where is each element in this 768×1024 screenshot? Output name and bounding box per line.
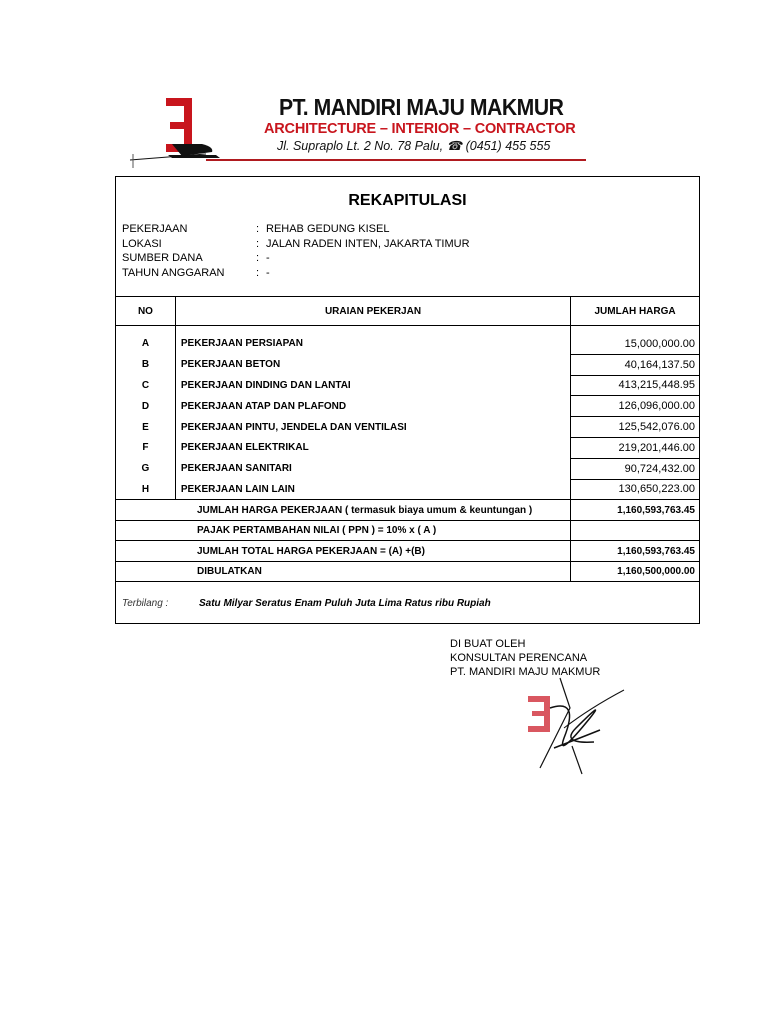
summary-row-dibulatkan (116, 561, 700, 582)
row-amount: 125,542,076.00 (571, 417, 700, 438)
table-row (116, 375, 700, 396)
meta-label: SUMBER DANA (122, 252, 203, 264)
row-no: A (116, 334, 176, 355)
row-desc: PEKERJAAN PERSIAPAN (175, 334, 570, 355)
terbilang-value: Satu Milyar Seratus Enam Puluh Juta Lima Ratus ribu Rupiah (199, 598, 491, 609)
signature-stamp-icon (520, 668, 630, 778)
table-row (116, 396, 700, 417)
summary-label: PAJAK PERTAMBAHAN NILAI ( PPN ) = 10% x ( A ) (116, 520, 571, 541)
signature-line: KONSULTAN PERENCANA (450, 652, 588, 664)
meta-colon: : (256, 266, 260, 279)
signature-line: PT. MANDIRI MAJU MAKMUR (450, 666, 601, 678)
table-row (116, 458, 700, 479)
row-desc: PEKERJAAN ATAP DAN PLAFOND (175, 396, 570, 417)
row-amount: 90,724,432.00 (571, 458, 700, 479)
signature-line: DI BUAT OLEH (450, 638, 526, 650)
row-amount: 413,215,448.95 (571, 375, 700, 396)
row-desc: PEKERJAAN PINTU, JENDELA DAN VENTILASI (175, 417, 570, 438)
row-no: E (116, 417, 176, 438)
row-no: C (116, 375, 176, 396)
summary-amount (571, 520, 700, 541)
summary-label: JUMLAH HARGA PEKERJAAN ( termasuk biaya umum & keuntungan ) (116, 500, 571, 521)
row-no: B (116, 354, 176, 375)
row-desc: PEKERJAAN ELEKTRIKAL (175, 437, 570, 458)
header-divider (206, 159, 586, 161)
meta-colon: : (256, 252, 260, 264)
table-row (116, 479, 700, 500)
meta-colon: : (256, 237, 260, 250)
summary-row-ppn (116, 520, 700, 541)
recap-box (115, 176, 700, 624)
company-address: Jl. Supraplo Lt. 2 No. 78 Palu, ☎ (0451) 455 555 (277, 139, 551, 153)
meta-label: PEKERJAAN (122, 223, 188, 235)
table-row (116, 417, 700, 438)
row-no: G (116, 458, 176, 479)
meta-label: TAHUN ANGGARAN (122, 266, 225, 279)
row-desc: PEKERJAAN DINDING DAN LANTAI (175, 375, 570, 396)
summary-amount: 1,160,500,000.00 (571, 561, 700, 582)
meta-row-lokasi (122, 237, 470, 252)
row-amount: 219,201,446.00 (571, 437, 700, 458)
column-header-uraian: URAIAN PEKERJAN (175, 297, 570, 326)
meta-row-sumber-dana (122, 251, 470, 266)
table-spacer (116, 326, 700, 334)
row-desc: PEKERJAAN SANITARI (175, 458, 570, 479)
column-header-no: NO (116, 297, 176, 326)
amount-in-words (122, 598, 491, 609)
summary-label: DIBULATKAN (116, 561, 571, 582)
column-header-jumlah: JUMLAH HARGA (571, 297, 700, 326)
meta-value: - (266, 252, 270, 264)
table-row (116, 334, 700, 355)
row-amount: 130,650,223.00 (571, 479, 700, 500)
document-title: REKAPITULASI (348, 192, 467, 209)
summary-amount: 1,160,593,763.45 (571, 541, 700, 562)
row-no: D (116, 396, 176, 417)
meta-colon: : (256, 223, 260, 235)
row-desc: PEKERJAAN BETON (175, 354, 570, 375)
meta-row-tahun-anggaran (122, 266, 470, 281)
summary-row-total (116, 541, 700, 562)
meta-value: REHAB GEDUNG KISEL (266, 223, 390, 235)
row-desc: PEKERJAAN LAIN LAIN (175, 479, 570, 500)
row-amount: 15,000,000.00 (571, 334, 700, 355)
row-no: F (116, 437, 176, 458)
meta-label: LOKASI (122, 237, 162, 250)
summary-amount: 1,160,593,763.45 (571, 500, 700, 521)
company-tagline: ARCHITECTURE – INTERIOR – CONTRACTOR (264, 121, 576, 137)
recap-table (115, 296, 700, 582)
row-amount: 126,096,000.00 (571, 396, 700, 417)
project-meta (122, 222, 470, 280)
table-row (116, 437, 700, 458)
terbilang-label: Terbilang : (122, 598, 169, 609)
summary-row-jumlah-harga (116, 500, 700, 521)
meta-value: - (266, 266, 270, 279)
summary-label: JUMLAH TOTAL HARGA PEKERJAAN = (A) +(B) (116, 541, 571, 562)
table-header-row (116, 297, 700, 326)
meta-value: JALAN RADEN INTEN, JAKARTA TIMUR (266, 237, 470, 250)
table-row (116, 354, 700, 375)
company-name: PT. MANDIRI MAJU MAKMUR (279, 94, 564, 120)
meta-row-pekerjaan (122, 222, 470, 237)
row-amount: 40,164,137.50 (571, 354, 700, 375)
row-no: H (116, 479, 176, 500)
